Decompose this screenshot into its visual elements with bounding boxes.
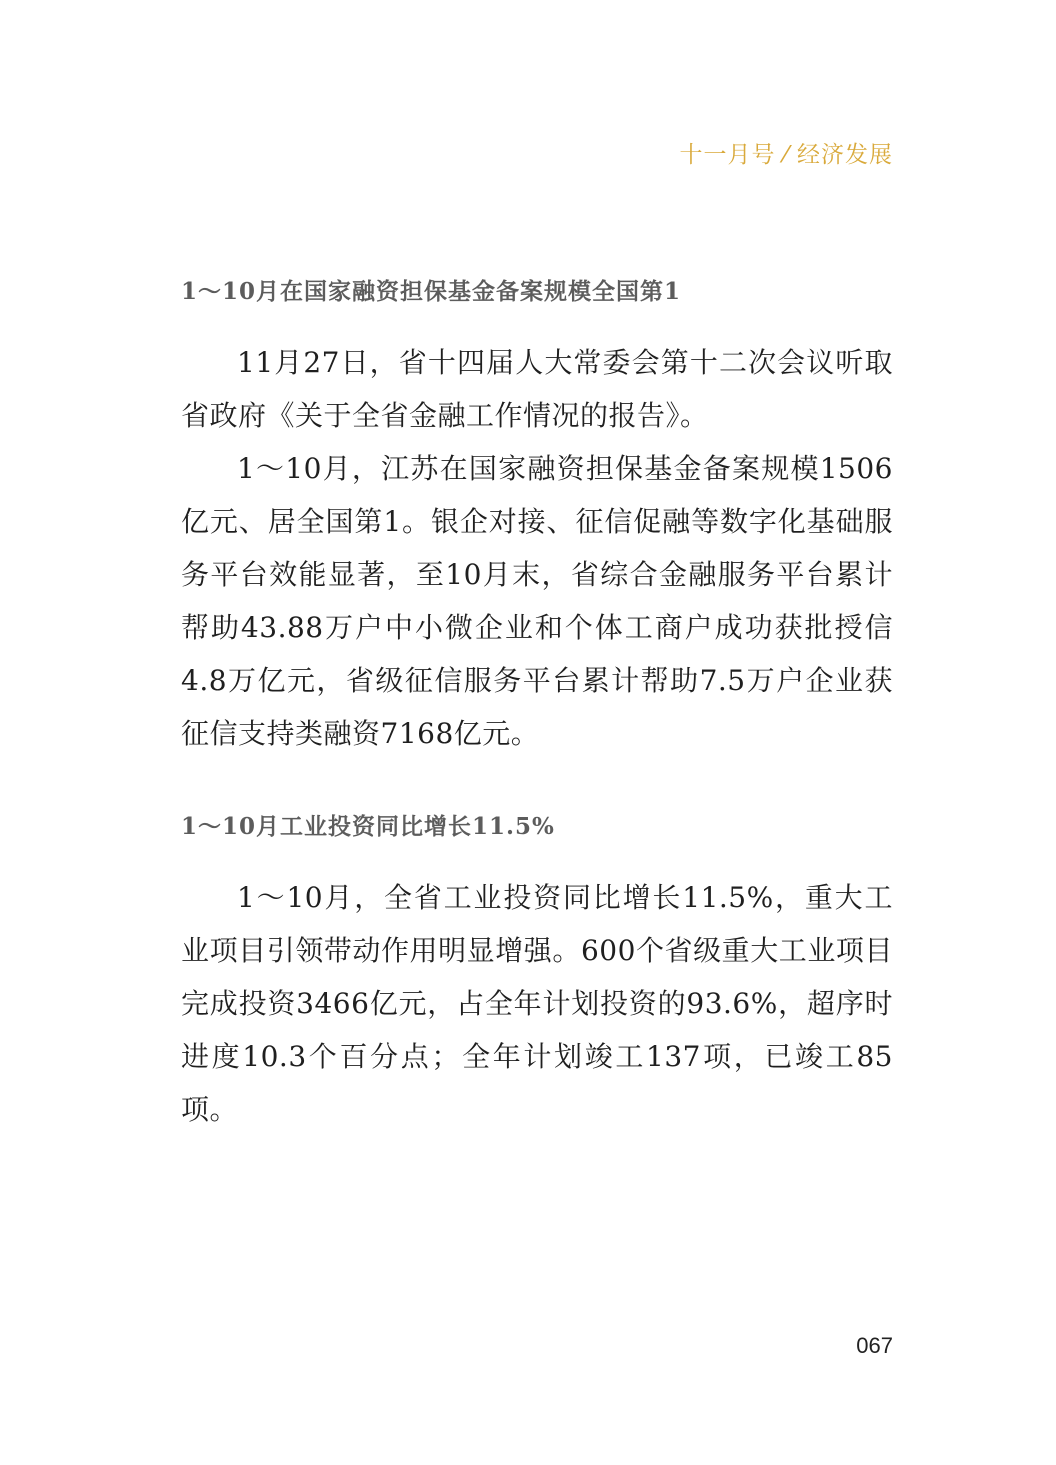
page-number: 067 [856, 1333, 893, 1358]
paragraph: 11月27日，省十四届人大常委会第十二次会议听取省政府《关于全省金融工作情况的报告》。 [181, 346, 893, 432]
section-financing-guarantee [181, 270, 893, 760]
running-header: 十一月号 ⁄ 经济发展 [679, 142, 893, 168]
paragraph: 1～10月，全省工业投资同比增长11.5%，重大工业项目引领带动作用明显增强。600个省级重大工业项目完成投资3466亿元，占全年计划投资的93.6%，超序时进度10.3个百分点；全年计划竣工137项，已竣工85项。 [181, 881, 893, 1126]
article-body [181, 270, 893, 1136]
section-heading: 1～10月工业投资同比增长11.5% [181, 813, 555, 840]
paragraph: 1～10月，江苏在国家融资担保基金备案规模1506亿元、居全国第1。银企对接、征信促融等数字化基础服务平台效能显著，至10月末，省综合金融服务平台累计帮助43.88万户中小微企业和个体工商户成功获批授信4.8万亿元，省级征信服务平台累计帮助7.5万户企业获征信支持类融资7168亿元。 [181, 452, 893, 750]
section-industrial-investment [181, 805, 893, 1136]
section-heading: 1～10月在国家融资担保基金备案规模全国第1 [181, 278, 682, 305]
